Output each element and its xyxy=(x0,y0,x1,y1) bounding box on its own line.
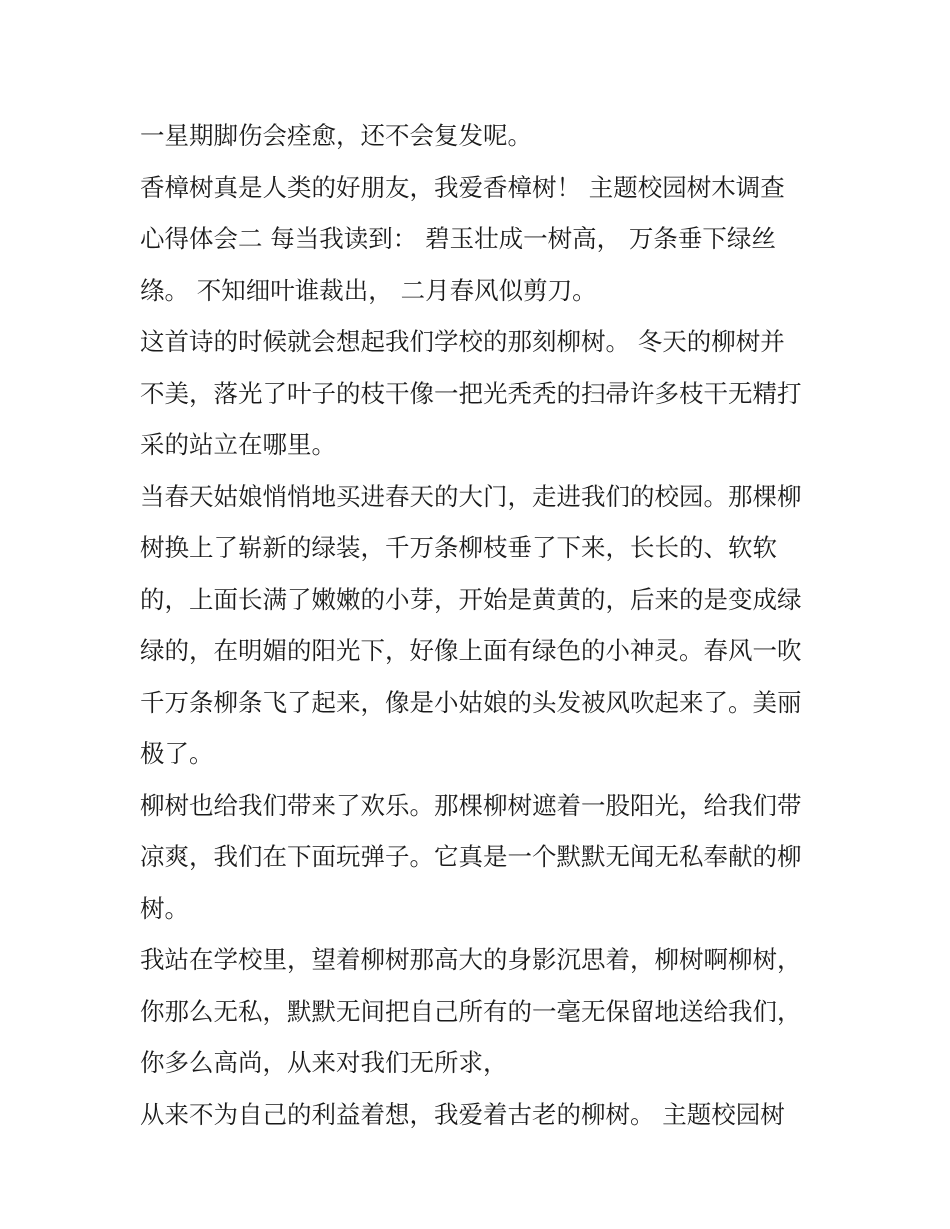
text-line: 这首诗的时候就会想起我们学校的那刻柳树。 冬天的柳树并 xyxy=(140,327,785,356)
document-body-text xyxy=(140,110,830,1140)
text-line: 你那么无私，默默无间把自己所有的一毫无保留地送给我们， xyxy=(140,996,802,1026)
text-line: 绿的，在明媚的阳光下，好像上面有绿色的小神灵。春风一吹 xyxy=(140,636,802,665)
text-line: 树换上了崭新的绿装，千万条柳枝垂了下来，长长的、软软 xyxy=(140,533,777,562)
text-line: 柳树也给我们带来了欢乐。那棵柳树遮着一股阳光，给我们带 xyxy=(140,790,802,820)
text-line: 一星期脚伤会痊愈，还不会复发呢。 xyxy=(140,121,532,150)
text-line: 的，上面长满了嫩嫩的小芽，开始是黄黄的，后来的是变成绿 xyxy=(140,584,802,614)
text-line: 凉爽，我们在下面玩弹子。它真是一个默默无闻无私奉献的柳 xyxy=(140,842,802,871)
text-line: 香樟树真是人类的好朋友，我爱香樟树！ 主题校园树木调查 xyxy=(140,172,785,202)
text-line: 你多么高尚，从来对我们无所求， xyxy=(140,1048,508,1077)
text-line: 极了。 xyxy=(140,739,214,768)
text-line: 心得体会二 每当我读到： 碧玉壮成一树高， 万条垂下绿丝 xyxy=(140,224,776,253)
text-line: 不美，落光了叶子的枝干像一把光秃秃的扫帚许多枝干无精打 xyxy=(140,378,802,408)
text-line: 我站在学校里，望着柳树那高大的身影沉思着，柳树啊柳树， xyxy=(140,945,802,974)
text-line: 树。 xyxy=(140,893,189,923)
text-line: 从来不为自己的利益着想，我爱着古老的柳树。 主题校园树 xyxy=(140,1099,785,1129)
text-line: 采的站立在哪里。 xyxy=(140,430,336,459)
text-line: 绦。 不知细叶谁裁出， 二月春风似剪刀。 xyxy=(140,275,597,305)
text-line: 当春天姑娘悄悄地买进春天的大门，走进我们的校园。那棵柳 xyxy=(140,481,802,511)
text-line: 千万条柳条飞了起来，像是小姑娘的头发被风吹起来了。美丽 xyxy=(140,687,802,717)
